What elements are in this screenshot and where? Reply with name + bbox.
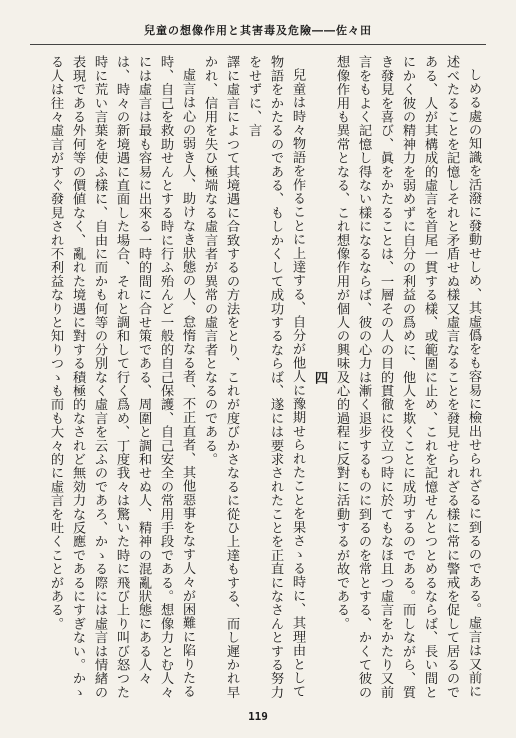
paragraph-3: 譯に虛言によつて其境遇に合致するの方法をとり、これが度びかさなるに從ひ上達もする、而し遲かれ早かれ、信用を失ひ極端なる虛言者が異常の虛言者となるのである。 xyxy=(202,55,239,699)
paragraph-2: 兒童は時々物語を作ることに上達する、自分が他人に豫期せられたことを果さゝる時に、其理由として物語をかたるのである、もしかくして成功するならば、遂には要求されたことを正直になさんとする努力をせずに、言 xyxy=(246,55,305,699)
page-number: 119 xyxy=(248,710,268,723)
paragraph-4: 虛言は心の弱き人、助けなき狀態の人、怠惰なる者、不正直者、其他惡事をなす人々が困難に陷りたる時、自己を救助せんとする時に行ふ殆んど一般的自己保護、自己安全の常用手段である。想像力とむ人々には虛言は最も容易に出來る一時的間に合せ策である、周圍と調和せぬ人、精神の混亂狀態にある人々は、時々の新境遇に直面した場合、それと調和して行く爲め、丁度我々は驚いた時に飛び上り叫び怒つた時に荒い言葉を使ふ樣に、自由に而かも何等の分別なく虛言を云ふのであろ、かゝる際には虛言は情緖の表現である外何等の價値なく、亂れた境遇に對する積極的なされど無効力な反應であるにすぎない。かゝる人は往々虛言がすぐ發見され不利益なりと知りつゝも而も大々的に虛言を吐くことがある。 xyxy=(48,55,195,699)
section-heading: 四 xyxy=(312,370,327,385)
body-text xyxy=(32,55,484,700)
paragraph-1: しめる處の知識を活潑に發動せしめ、其虛僞をも容易に檢出せられざるに到るのである。虛言は又前に述べたることを記憶しそれと矛盾せぬ樣又虛言なることを發見せられざる樣に常に警戒を促して居るのである、人が其構成的虛言を首尾一貫する樣、或範圍に止め、これを記憶せんとつとめるならば、長い間とにかく彼の精神力を弱めずに自分の利益の爲めに、他人を欺くことに成功するのである。而しながら、質き發見を喜び、眞をかたることは、一層その人の目的貫徹に役立つ時に於てもなほ且つ虛言をかたり又前言をもよく記憶し得ない樣になるならば、彼の心力は漸く退步するものに到るのを常とする、かくて彼の想像作用も異常となる、これ想像作用が個人の興味及心的過程に反對に活動するが故である。 xyxy=(334,55,481,699)
header-rule xyxy=(30,44,486,45)
running-head: 兒童の想像作用と其害毒及危險――佐々田 xyxy=(144,24,372,37)
